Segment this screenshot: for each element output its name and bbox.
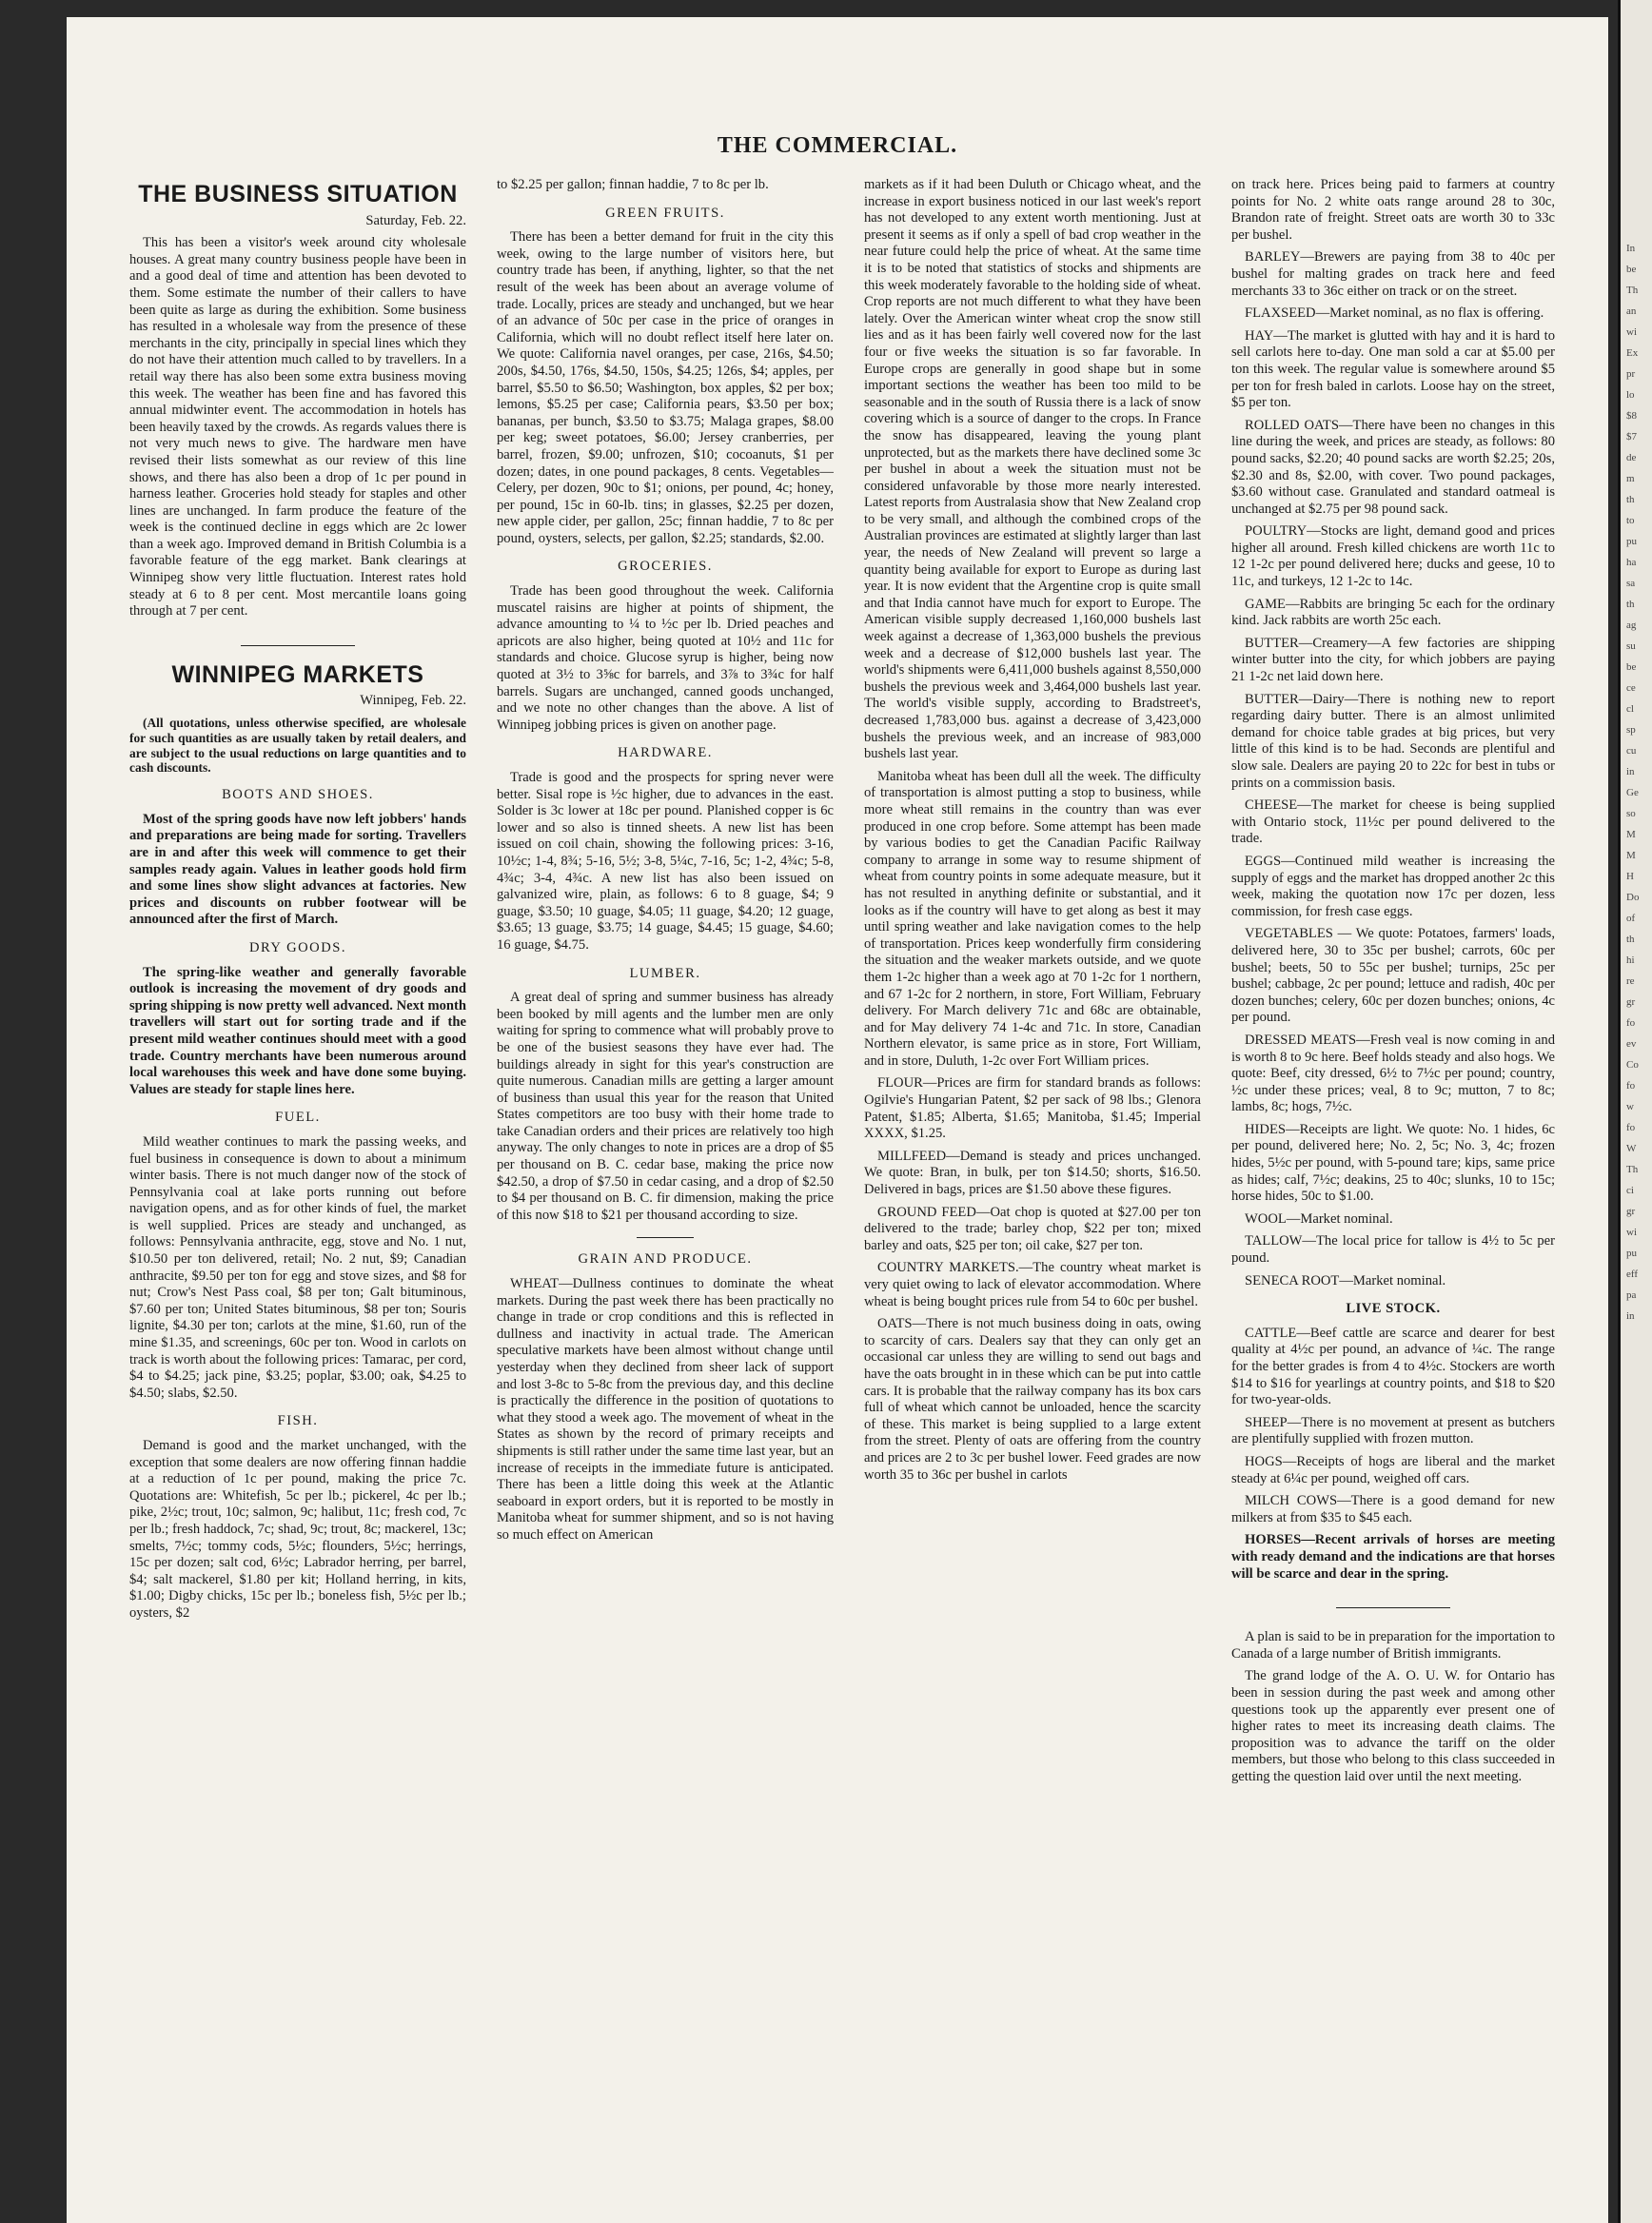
- edge-fragment: su: [1626, 640, 1636, 652]
- edge-fragment: of: [1626, 913, 1636, 924]
- masthead: THE COMMERCIAL.: [717, 133, 958, 158]
- edge-fragment: m: [1626, 473, 1635, 484]
- edge-fragment: fo: [1626, 1122, 1636, 1133]
- edge-fragment: W: [1626, 1143, 1637, 1154]
- article-paragraph: This has been a visitor's week around city wholesale houses. A great many country business people have been in and a good deal of time and attention has been devoted to them. Some estimate the number of their callers to have been quite as large as during the exhibition. Some business has resulted in a wholesale way from the presence of these merchants in the city, principally in special lines which they do not have their attention much called to by travellers. In a retail way there has also been some extra business moving this week. The weather has been fine and has favored this annual midwinter event. The accommodation in hotels has been heavily taxed by the crowds. As regards values there is not very much news to give. The hardware men have revised their lists somewhat as our review of this line shows, and there has also been a drop of 1c per pound in harness leather. Groceries hold steady for staples and other lines are unchanged. In farm produce the feature of the week is the continued decline in eggs which are 2c lower than a week ago. Improved demand in British Columbia is a favorable feature of the egg market. Bank clearings at Winnipeg show very little fluctuation. Interest rates hold steady at 6 to 8 per cent. Most mercantile loans going through at 7 per cent.: [129, 235, 466, 620]
- article-paragraph: MILLFEED—Demand is steady and prices unchanged. We quote: Bran, in bulk, per ton $14.50; shorts, $16.50. Delivered in bags, prices are $1.50 above these figures.: [864, 1148, 1201, 1198]
- article-paragraph: Trade is good and the prospects for spring never were better. Sisal rope is ½c higher, due to advances in the east. Solder is 3c lower at 18c per pound. Planished copper is 6c lower and so also is tinned sheets. A new list has been issued on coil chain, showing the following prices: 3-16, 10½c; 1-4, 8¾; 5-16, 5½; 3-8, 5¼c, 7-16, 5c; 1-2, 4¾c; 5-8, 4¾c; 3-4, 4¾c. A new list has also been issued on galvanized wire, plain, as follows: 6 to 8 guage, $4; 9 guage, $3.50; 10 guage, $4.05; 11 guage, $4.20; 12 guage, $3.65; 13 guage, $3.75; 14 guage, $4.45; 15 guage, $4.60; 16 guage, $4.75.: [497, 770, 834, 953]
- section-heading-boots: BOOTS AND SHOES.: [222, 787, 374, 803]
- edge-fragment: pu: [1626, 536, 1637, 547]
- edge-fragment: M: [1626, 850, 1636, 861]
- edge-fragment: Th: [1626, 1164, 1639, 1175]
- article-paragraph: SENECA ROOT—Market nominal.: [1245, 1272, 1446, 1289]
- section-heading-lumber: LUMBER.: [629, 965, 701, 981]
- edge-fragment: th: [1626, 934, 1635, 945]
- edge-fragment: eff: [1626, 1269, 1639, 1280]
- edge-fragment: M: [1626, 829, 1636, 840]
- edge-fragment: Do: [1626, 892, 1640, 903]
- edge-fragment: $7: [1626, 431, 1637, 443]
- article-paragraph: Trade has been good throughout the week. California muscatel raisins are higher at points of shipment, the advance amounting to ¼ to ½c per lb. Dried peaches and apricots are also higher, being quoted at 10½ and 11c for standards and choice. Glucose syrup is higher, being now quoted at 3½ to 3⅝c for barrels, and 3⅞ to 3¾c for half barrels. Sugars are unchanged, canned goods unchanged, and we note no other changes than the above. A list of Winnipeg jobbing prices is given on another page.: [497, 583, 834, 733]
- section-heading-groceries: GROCERIES.: [618, 559, 713, 575]
- article-paragraph: GAME—Rabbits are bringing 5c each for the ordinary kind. Jack rabbits are worth 25c each.: [1231, 596, 1555, 629]
- edge-fragment: cu: [1626, 745, 1637, 757]
- article-paragraph: ROLLED OATS—There have been no changes in this line during the week, and prices are steady, as follows: 80 pound sacks, $2.20; 40 pound sacks are worth $2.25; 20s, $2.30 and 8s, $2.00, with cover. Two pound packages, $3.60 without case. Granulated and standard oatmeal is unchanged at $2.75 per 98 pound sack.: [1231, 417, 1555, 517]
- column-2: [497, 177, 834, 2194]
- article-paragraph: SHEEP—There is no movement at present as butchers are plentifully supplied with frozen mutton.: [1231, 1414, 1555, 1447]
- article-paragraph: The spring-like weather and generally favorable outlook is increasing the movement of dry goods and spring shipping is now pretty well advanced. Next month travellers will start out for sorting trade and if the present mild weather continues should meet with a good trade. Country merchants have been numerous around local warehouses this week and have done some buying. Values are steady for staple lines here.: [129, 964, 466, 1097]
- article-paragraph: markets as if it had been Duluth or Chicago wheat, and the increase in export business noticed in our last week's report has not developed to any extent worth mentioning. Just at present it seems as if only a spell of bad crop weather in the near future could help the price of wheat. At the same time it is to be noted that statistics of stocks and shipments are this week moderately favorable to the holding side of wheat. Crop reports are not much different to what they have been lately. Over the American winter wheat crop the snow still lies and as it has been fairly well covered now for the last four or five weeks the situation is so far favorable. In Europe crops are generally in good shape but in some important sections the weather has been too mild to be seasonable and in the south of Russia there is a lack of snow covering which is a source of danger to the crops. In France the snow has disappeared, leaving the young plant unprotected, but as the markets there have declined some 3c per bushel in about a week the situation must not be considered unfavorable by those more nearly interested. Latest reports from Australasia show that New Zealand crop to be very small, and although the combined crops of the Australian provinces are estimated at slightly larger than last year, the needs of New Zealand will prevent so large a quantity being available for export to Europe as during last year. It is now evident that the Argentine crop is quite small and that India cannot have much for export to Europe. The American visible supply decreased 1,160,000 bushels last week against a decrease of 1,363,000 bushels the previous week and a decrease of $12,000 bushels last year. The world's shipments were 6,411,000 bushels against 8,550,000 bushels the previous week and 3,464,000 bushels last year. The world's visible supply, according to Bradstreet's, decreased 1,783,000 bus. against a decrease of 3,423,000 bushels the previous week, and an increase of 983,000 bushels last year.: [864, 177, 1201, 762]
- article-paragraph: BARLEY—Brewers are paying from 38 to 40c per bushel for malting grades on track here and feed merchants 33 to 36c either on track or on the street.: [1231, 249, 1555, 299]
- edge-fragment: so: [1626, 808, 1636, 819]
- article-paragraph: EGGS—Continued mild weather is increasing the supply of eggs and the market has dropped another 2c this week, making the quotation now 17c per dozen, less commission, for fresh case eggs.: [1231, 853, 1555, 919]
- article-paragraph: HIDES—Receipts are light. We quote: No. 1 hides, 6c per pound, delivered here; No. 2, 5c; No. 3, 4c; frozen hides, 5½c per pound, with 5-pound tare; kips, same price as hides; calf, 7½c; deakins, 25 to 40c; slunks, 10 to 15c; horse hides, 50c to $1.00.: [1231, 1121, 1555, 1205]
- dateline: Winnipeg, Feb. 22.: [360, 693, 466, 709]
- adjacent-page-fragments: [1621, 0, 1652, 1327]
- edge-fragment: in: [1626, 1310, 1635, 1322]
- column-3: [864, 177, 1201, 2194]
- article-paragraph: The grand lodge of the A. O. U. W. for Ontario has been in session during the past week and among other questions took up the apparently ever present one of higher rates to meet its increasing death claims. The proposition was to advance the tariff on the older members, but those who belong to this class succeeded in getting the question laid over until the next meeting.: [1231, 1668, 1555, 1784]
- article-paragraph: on track here. Prices being paid to farmers at country points for No. 2 white oats range around 28 to 30c, Brandon rate of freight. Street oats are worth 30 to 33c per bushel.: [1231, 177, 1555, 243]
- section-heading-green-fruits: GREEN FRUITS.: [605, 205, 725, 221]
- edge-fragment: pu: [1626, 1248, 1637, 1259]
- newspaper-page: [67, 17, 1608, 2223]
- dateline: Saturday, Feb. 22.: [365, 212, 466, 228]
- edge-fragment: w: [1626, 1101, 1634, 1112]
- section-heading-hardware: HARDWARE.: [618, 745, 713, 761]
- article-paragraph: HORSES—Recent arrivals of horses are meeting with ready demand and the indications are that horses will be scarce and dear in the spring.: [1231, 1532, 1555, 1582]
- column-1: [129, 177, 466, 2194]
- article-paragraph: BUTTER—Dairy—There is nothing new to report regarding dairy butter. There is an almost unlimited demand for choice table grades at big prices, but very little of this kind is to be had. Seconds are plentiful and slow sale. Dealers are paying 20 to 22c for best in tubs or prints on a commission basis.: [1231, 691, 1555, 791]
- edge-fragment: lo: [1626, 389, 1635, 401]
- edge-fragment: de: [1626, 452, 1637, 463]
- article-paragraph: Demand is good and the market unchanged, with the exception that some dealers are now offering finnan haddie at a reduction of 1c per pound, making the price 7c. Quotations are: Whitefish, 5c per lb.; pickerel, 4c per lb.; pike, 2½c; trout, 10c; salmon, 9c; halibut, 11c; fresh cod, 7c per lb.; fresh haddock, 7c; shad, 9c; trout, 8c; mackerel, 13c; smelts, 7½c; tommy cods, 5½c; flounders, 5½c; herrings, 15c per dozen; salt cod, 6½c; Labrador herring, per barrel, $4; salt mackerel, $1.80 per kit; Holland herring, in kits, $1.00; Digby chicks, 15c per lb.; boneless fish, 5½c per lb.; oysters, $2: [129, 1438, 466, 1621]
- article-paragraph: to $2.25 per gallon; finnan haddie, 7 to 8c per lb.: [497, 177, 769, 192]
- edge-fragment: re: [1626, 975, 1635, 987]
- edge-fragment: cl: [1626, 703, 1634, 715]
- section-heading-dry-goods: DRY GOODS.: [248, 939, 347, 955]
- edge-fragment: pr: [1626, 368, 1636, 380]
- section-heading-fish: FISH.: [277, 1413, 319, 1429]
- article-paragraph: VEGETABLES — We quote: Potatoes, farmers' loads, delivered here, 30 to 35c per bushel; carrots, 60c per bushel; beets, 50 to 55c per bushel; turnips, 25c per bushel; cabbage, 2c per pound; lettuce and radish, 40c per dozen bunches; celery, 60c per dozen bunches; onions, 4c per pound.: [1231, 926, 1555, 1026]
- article-paragraph: Most of the spring goods have now left jobbers' hands and preparations are being made for sorting. Travellers are in and after this week will commence to get their samples ready again. Values in leather goods hold firm and some lines show slight advances at factories. New prices and discounts on rubber footwear will be announced after the first of March.: [129, 811, 466, 928]
- section-heading-fuel: FUEL.: [275, 1110, 321, 1126]
- edge-fragment: ev: [1626, 1038, 1637, 1050]
- edge-fragment: gr: [1626, 1206, 1636, 1217]
- edge-fragment: In: [1626, 243, 1636, 254]
- edge-fragment: Ge: [1626, 787, 1639, 798]
- article-paragraph: FLOUR—Prices are firm for standard brands as follows: Ogilvie's Hungarian Patent, $2 per sack of 98 lbs.; Glenora Patent, $1.85; Alberta, $1.65; Manitoba, $1.45; Imperial XXXX, $1.25.: [864, 1075, 1201, 1142]
- article-paragraph: WOOL—Market nominal.: [1245, 1210, 1393, 1227]
- article-paragraph: A plan is said to be in preparation for the importation to Canada of a large number of British immigrants.: [1231, 1629, 1555, 1662]
- edge-fragment: be: [1626, 264, 1637, 275]
- edge-fragment: fo: [1626, 1017, 1636, 1029]
- edge-fragment: Ex: [1626, 347, 1639, 359]
- article-paragraph: COUNTRY MARKETS.—The country wheat market is very quiet owing to lack of elevator accommodation. Where wheat is being bought prices rule from 54 to 60c per bushel.: [864, 1260, 1201, 1309]
- divider-rule: [1336, 1607, 1450, 1608]
- article-paragraph: HAY—The market is glutted with hay and it is hard to sell carlots here to-day. One man sold a car at $5.00 per ton this week. The regular value is somewhere around $5 per ton for fresh baled in carlots. Loose hay on the street, $5 per ton.: [1231, 327, 1555, 411]
- edge-fragment: pa: [1626, 1289, 1637, 1301]
- edge-fragment: ci: [1626, 1185, 1634, 1196]
- edge-fragment: an: [1626, 305, 1637, 317]
- article-paragraph: TALLOW—The local price for tallow is 4½ to 5c per pound.: [1231, 1233, 1555, 1267]
- article-paragraph: GROUND FEED—Oat chop is quoted at $27.00 per ton delivered to the trade; barley chop, $22 per ton; mixed barley and oats, $25 per ton; oil cake, $27 per ton.: [864, 1204, 1201, 1253]
- divider-rule: [637, 1237, 694, 1238]
- edge-fragment: to: [1626, 515, 1635, 526]
- adjacent-page-edge: [1618, 0, 1652, 2223]
- edge-fragment: in: [1626, 766, 1635, 777]
- headline-business-situation: THE BUSINESS SITUATION: [138, 181, 458, 207]
- article-paragraph: Mild weather continues to mark the passing weeks, and fuel business in consequence is down to about a minimum winter basis. There is not much danger now of the stock of Pennsylvania coal at lake ports running out before navigation opens, and as for other kinds of fuel, the market is well supplied. Prices are steady and unchanged, as follows: Pennsylvania anthracite, egg, stove and No. 1 nut, $10.50 per ton delivered, retail; No. 2 nut, $9; Canadian anthracite, $9.50 per ton for egg and stove sizes, and $8 for nut; Crow's Nest Pass coal, $8 per ton; Galt bituminous, $7.60 per ton; United States bituminous, $8 per ton; Souris lignite, $4.30 per ton; carlots at the mine, $1.60, run of the mine $1.35, and screenings, 60c per ton. Wood in carlots on track is worth about the following prices: Tamarac, per cord, $4 to $4.25; jack pine, $3.25; poplar, $3.00; oak, $4.25 to $4.50; slabs, $2.50.: [129, 1133, 466, 1401]
- edge-fragment: be: [1626, 661, 1637, 673]
- article-paragraph: BUTTER—Creamery—A few factories are shipping winter butter into the city, for which jobbers are paying 21 1-2c net laid down here.: [1231, 635, 1555, 685]
- edge-fragment: H: [1626, 871, 1634, 882]
- section-heading-live-stock: LIVE STOCK.: [1346, 1301, 1441, 1317]
- edge-fragment: ag: [1626, 620, 1637, 631]
- edge-fragment: Co: [1626, 1059, 1639, 1071]
- edge-fragment: $8: [1626, 410, 1637, 422]
- article-paragraph: OATS—There is not much business doing in oats, owing to scarcity of cars. Dealers say that they can only get an occasional car unless they are willing to send out bags and have the oats brought in in these which can be put into cattle cars. It is probable that the railway company has its box cars full of wheat which cannot be unloaded, hence the scarcity of these. This market is being supplied to a large extent from the street. Plenty of oats are offering from the country and prices are 2 to 3c per bushel lower. Feed grades are now worth 35 to 36c per bushel in carlots: [864, 1316, 1201, 1483]
- section-heading-grain: GRAIN AND PRODUCE.: [578, 1251, 753, 1268]
- edge-fragment: fo: [1626, 1080, 1636, 1092]
- edge-fragment: wi: [1626, 326, 1637, 338]
- article-paragraph: CHEESE—The market for cheese is being supplied with Ontario stock, 11½c per pound delivered to the trade.: [1231, 797, 1555, 847]
- article-paragraph: HOGS—Receipts of hogs are liberal and the market steady at 6¼c per pound, weighed off cars.: [1231, 1453, 1555, 1486]
- edge-fragment: sa: [1626, 578, 1636, 589]
- article-paragraph: POULTRY—Stocks are light, demand good and prices higher all around. Fresh killed chickens are worth 11c to 12 1-2c per pound delivered here; ducks and geese, 10 to 11c, and turkeys, 12 1-2c to 14c.: [1231, 523, 1555, 590]
- headline-winnipeg-markets: WINNIPEG MARKETS: [171, 660, 424, 688]
- edge-fragment: th: [1626, 599, 1635, 610]
- article-paragraph: DRESSED MEATS—Fresh veal is now coming in and is worth 8 to 9c here. Beef holds steady and also hogs. We quote: Beef, city dressed, 6½ to 7½c per pound; country, ½c under these prices; veal, 8 to 9c; mutton, 7 to 8c; lambs, 8c; hogs, 7½c.: [1231, 1032, 1555, 1115]
- article-paragraph: FLAXSEED—Market nominal, as no flax is offering.: [1245, 305, 1544, 322]
- article-paragraph: Manitoba wheat has been dull all the week. The difficulty of transportation is almost putting a stop to business, while more wheat still remains in the country than was ever produced in one crop before. Some attempt has been made by various bodies to get the Canadian Pacific Railway company to arrange in some way to resume shipment of wheat from country points in some adequate measure, but it has not resulted in anything definite or substantial, and it looks as if the country will have to get along as best it may until spring weather and lake navigation comes to the help of transportation. Prices keep wonderfully firm considering the situation and the weaker markets outside, and we quote them 1-2c higher than a week ago at 70 1-2c for 1 northern, and 67 1-2c for 2 northern, in store, Fort William, February delivery. For March delivery 71c and 68c are obtainable, and for May delivery 74 1-4c and 71c. In store, Canadian Northern elevator, is same price as in store, Fort William, and in store, Duluth, 1-2c over Fort William prices.: [864, 768, 1201, 1069]
- column-4: [1231, 177, 1555, 2194]
- edge-fragment: ha: [1626, 557, 1637, 568]
- article-paragraph: WHEAT—Dullness continues to dominate the wheat markets. During the past week there has been practically no change in trade or crop conditions and this is reflected in dullness and inactivity in actual trade. The American speculative markets have been almost without change until yesterday when they declined from sheer lack of support and lost 3-8c to 5-8c from the previous day, and this decline is practically the difference in the position of quotations to what they stood a week ago. The movement of wheat in the States as shown by the record of primary receipts and shipments is still rather under the same time last year, but an increase of receipts in the immediate future is anticipated. There has been a little doing this week at the Atlantic seaboard in export orders, but it is reported to be mostly in Manitoba wheat for summer shipment, and so is not having so much effect on American: [497, 1276, 834, 1543]
- quotation-note: (All quotations, unless otherwise specified, are wholesale for such quantities as are usually taken by retail dealers, and are subject to the usual reductions on large quantities and to cash discounts.: [129, 716, 466, 776]
- article-paragraph: There has been a better demand for fruit in the city this week, owing to the large number of visitors here, but country trade has been, if anything, lighter, so that the net result of the week has been about an average volume of trade. Locally, prices are steady and unchanged, but we hear of an advance of 50c per case in the price of oranges in California, which will no doubt reflect itself here later on. We quote: California navel oranges, per case, 216s, $4.50; 200s, $4.50, 176s, $4.50, 150s, $4.25; 126s, $4; apples, per barrel, $5.50 to $6.50; Washington, box apples, $2 per box; lemons, $5.25 per case; California pears, $3.50 per box; bananas, per bunch, $3.50 to $3.75; Malaga grapes, $8.00 per keg; sweet potatoes, $6.00; Jersey cranberries, per barrel, frozen, $9.00; unfrozen, $10; cocoanuts, $1 per dozen; dates, in one pound packages, 8 cents. Vegetables—Celery, per dozen, 90c to $1; onions, per pound, 4c; honey, per pound, 15c in 60-lb. tins; in glasses, $2.25 per dozen, new apple cider, per gallon, 25c; finnan haddie, 7 to 8c per pound, oysters, selects, per gallon, $2.25; standards, $2.00.: [497, 229, 834, 546]
- edge-fragment: wi: [1626, 1227, 1637, 1238]
- edge-fragment: hi: [1626, 954, 1635, 966]
- edge-fragment: sp: [1626, 724, 1636, 736]
- edge-fragment: th: [1626, 494, 1635, 505]
- edge-fragment: Th: [1626, 285, 1639, 296]
- edge-fragment: ce: [1626, 682, 1636, 694]
- article-paragraph: A great deal of spring and summer business has already been booked by mill agents and the lumber men are only waiting for spring to commence what will probably prove to be one of the busiest seasons they have ever had. The buildings already in sight for this year's construction are quite numerous. Canadian mills are getting a larger amount of business than usual this year for the reason that United States competitors are too busy with their home trade to take Canadian orders and their prices are relatively too high anyway. The only changes to note in prices are a drop of $5 per thousand on B. C. cedar base, making the price now $42.50, a drop of $7.50 in cedar casing, and a drop of $2.50 to $4 per thousand on B. C. fir dimension, making the price of this now $18 to $21 per thousand according to size.: [497, 990, 834, 1223]
- divider-rule: [241, 645, 355, 646]
- edge-fragment: gr: [1626, 996, 1636, 1008]
- article-paragraph: CATTLE—Beef cattle are scarce and dearer for best quality at 4½c per pound, an advance of ¼c. The range for the better grades is from 4 to 4½c. Stockers are worth $14 to $16 for yearlings at country points, and $18 to $20 for two-year-olds.: [1231, 1325, 1555, 1408]
- article-paragraph: MILCH COWS—There is a good demand for new milkers at from $35 to $45 each.: [1231, 1493, 1555, 1525]
